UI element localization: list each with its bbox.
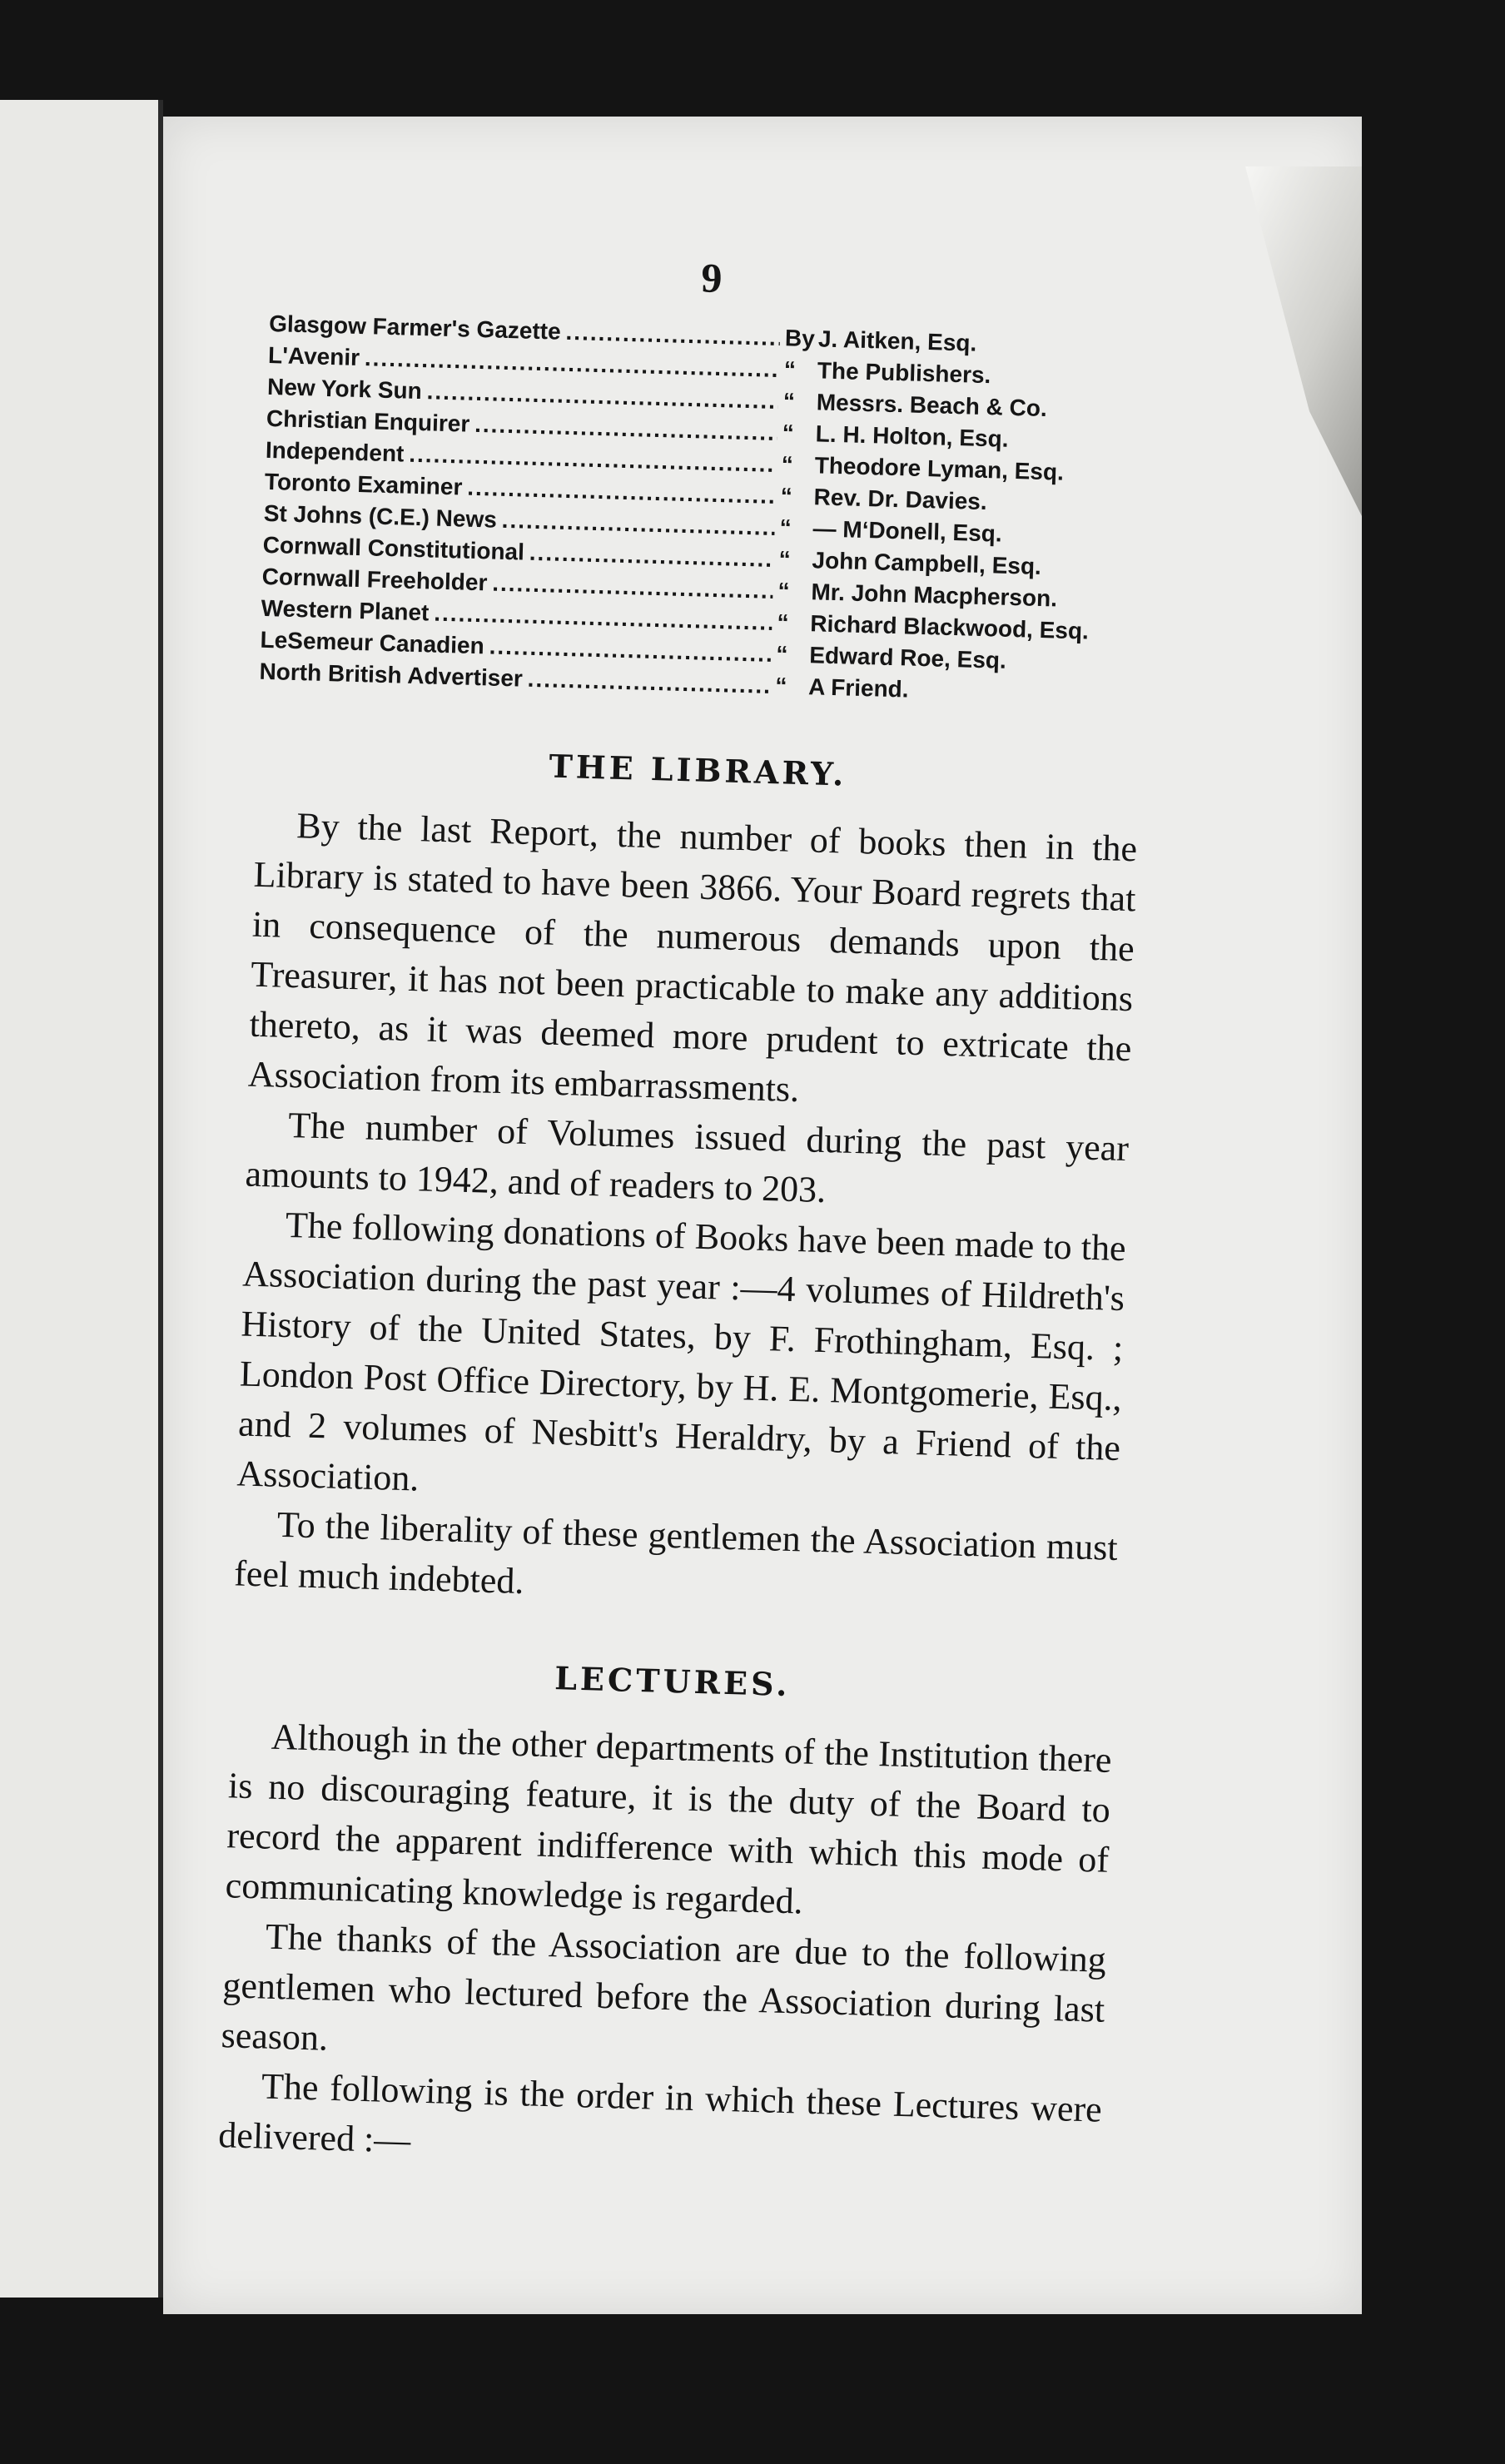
ditto-mark: “ [777, 609, 789, 636]
paragraph: By the last Report, the number of books then in the Library is stated to have been 3866. Your Board regrets that in consequence of the numerous demands upon the Treasurer, it has not been practicable to make any additions thereto, as it was deemed more prudent to extricate the Association from its embarrassments. [247, 805, 1138, 1110]
paragraph: The number of Volumes issued during the past year amounts to 1942, and of readers to 203. [245, 1104, 1130, 1211]
donor-name: J. Aitken, Esq. [817, 325, 977, 356]
ditto-mark: “ [778, 546, 792, 573]
ditto-mark: “ [780, 483, 793, 509]
ditto-mark: “ [775, 641, 788, 668]
paragraph: To the liberality of these gentlemen the Association must feel much indebted. [233, 1503, 1119, 1602]
newspaper-name: LeSemeur Canadien [260, 626, 485, 659]
ditto-mark: “ [782, 388, 796, 415]
donor-name: Messrs. Beach & Co. [816, 389, 1048, 422]
paragraph: Although in the other departments of the Institution there is no discouraging feature, it is the duty of the Board to record the apparent indifference with which this mode of communicating knowledge is regarded. [225, 1716, 1113, 1922]
newspaper-name: Cornwall Constitutional [262, 531, 525, 565]
page-content [218, 241, 1154, 2185]
donor-name: — M‘Donell, Esq. [812, 515, 1003, 547]
newspaper-donations-list [259, 308, 1151, 712]
donor-name: John Campbell, Esq. [812, 547, 1042, 579]
newspaper-name: Christian Enquirer [266, 405, 470, 437]
library-heading: THE LIBRARY. [548, 747, 847, 793]
newspaper-name: Independent [265, 436, 405, 467]
newspaper-name: North British Advertiser [259, 658, 524, 692]
ditto-mark: “ [781, 451, 794, 478]
page-number: 9 [700, 254, 723, 302]
ditto-mark: By [784, 325, 816, 352]
donor-name: Edward Roe, Esq. [808, 642, 1007, 673]
donor-name: Mr. John Macpherson. [811, 579, 1058, 612]
newspaper-name: L'Avenir [267, 341, 360, 371]
ditto-mark: “ [777, 578, 790, 604]
newspaper-name: Western Planet [261, 594, 430, 626]
ditto-mark: “ [783, 356, 797, 383]
donor-name: The Publishers. [817, 357, 991, 389]
donor-name: Theodore Lyman, Esq. [814, 452, 1065, 485]
previous-page-edge [0, 100, 163, 2298]
donor-name: Rev. Dr. Davies. [813, 484, 988, 515]
donor-name: Richard Blackwood, Esq. [810, 610, 1090, 644]
newspaper-name: Toronto Examiner [264, 468, 463, 500]
ditto-mark: “ [782, 420, 795, 446]
folded-corner [1245, 166, 1362, 516]
ditto-mark: “ [779, 514, 792, 541]
newspaper-name: Cornwall Freeholder [261, 563, 488, 596]
newspaper-name: St Johns (C.E.) News [263, 499, 498, 533]
newspaper-name: Glasgow Farmer's Gazette [268, 310, 562, 345]
newspaper-name: New York Sun [266, 373, 423, 405]
paragraph: The following is the order in which these Lectures were delivered :— [217, 2065, 1103, 2161]
donor-name: A Friend. [807, 673, 910, 703]
paragraph: The thanks of the Association are due to the following gentlemen who lectured before the Association during last season. [221, 1915, 1107, 2059]
ditto-mark: “ [774, 673, 787, 699]
document-page [163, 117, 1362, 2314]
donor-name: L. H. Holton, Esq. [815, 420, 1009, 452]
leader-dots [527, 663, 771, 702]
lectures-heading: LECTURES. [554, 1659, 792, 1704]
paragraph: The following donations of Books have been made to the Association during the past year :—4 volumes of Hildreth's History of the United States, by F. Frothingham, Esq. ; London Post Office Directory, by H. E. Montgomerie, Esq., and 2 volumes of Nesbitt's Heraldry, by a Friend of the Association. [236, 1204, 1127, 1499]
